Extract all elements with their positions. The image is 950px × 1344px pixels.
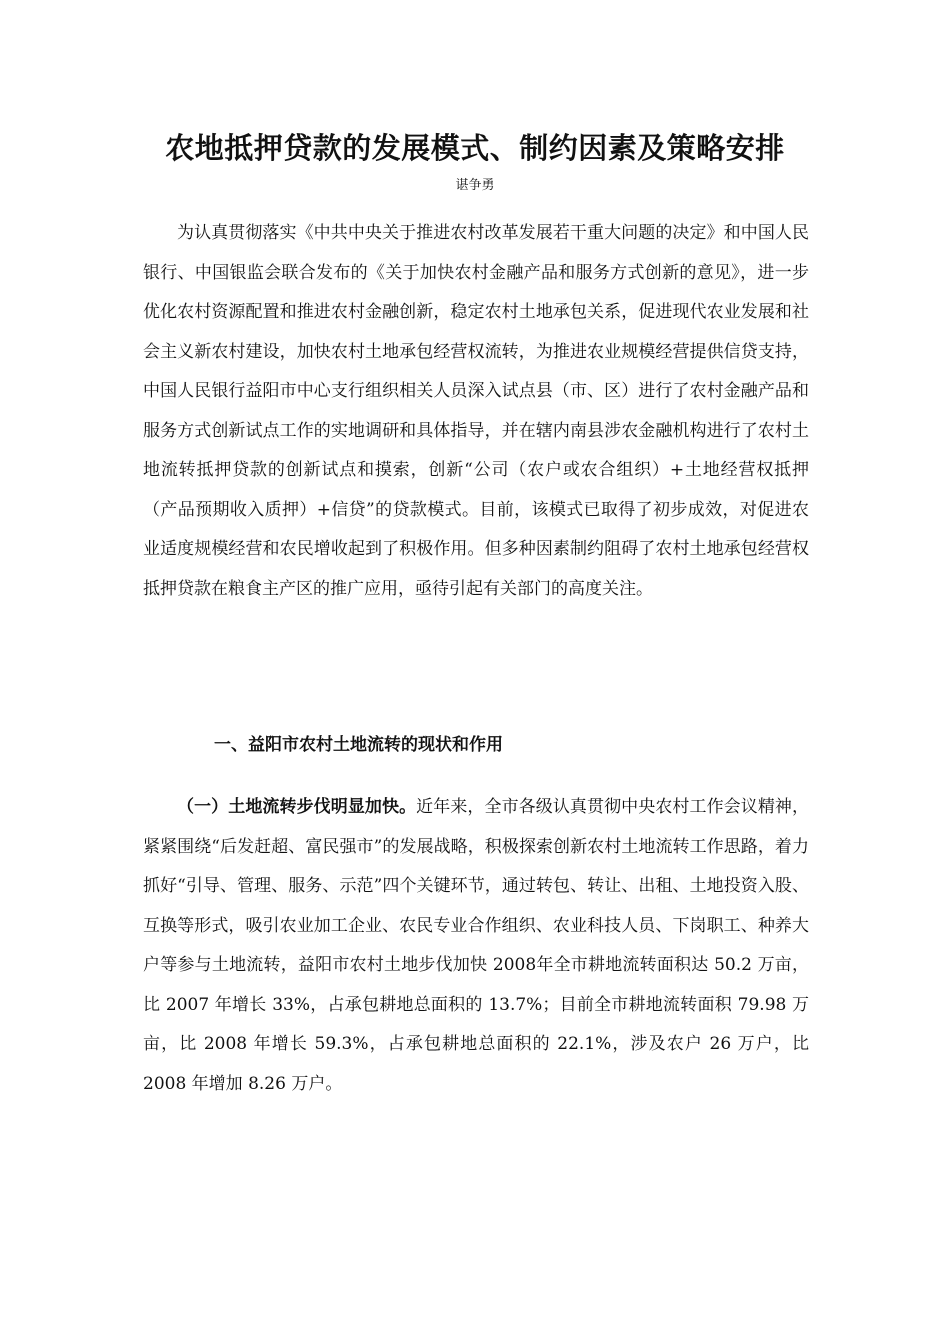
document-author: 谌争勇 xyxy=(455,178,495,193)
subsection-paragraph xyxy=(143,788,809,1104)
section-heading: 一、益阳市农村土地流转的现状和作用 xyxy=(214,735,503,755)
intro-paragraph: 为认真贯彻落实《中共中央关于推进农村改革发展若干重大问题的决定》和中国人民银行、中国银监会联合发布的《关于加快农村金融产品和服务方式创新的意见》，进一步优化农村资源配置和推进农村金融创新，稳定农村土地承包关系，促进现代农业发展和社会主义新农村建设，加快农村土地承包经营权流转，为推进农业规模经营提供信贷支持，中国人民银行益阳市中心支行组织相关人员深入试点县（市、区）进行了农村金融产品和服务方式创新试点工作的实地调研和具体指导，并在辖内南县涉农金融机构进行了农村土地流转抵押贷款的创新试点和摸索，创新“公司（农户或农合组织）+土地经营权抵押（产品预期收入质押）+信贷”的贷款模式。目前，该模式已取得了初步成效，对促进农业适度规模经营和农民增收起到了积极作用。但多种因素制约阻碍了农村土地承包经营权抵押贷款在粮食主产区的推广应用，亟待引起有关部门的高度关注。 xyxy=(143,223,809,599)
document-title: 农地抵押贷款的发展模式、制约因素及策略安排 xyxy=(165,131,785,165)
subsection-body: 近年来，全市各级认真贯彻中央农村工作会议精神，紧紧围绕“后发赶超、富民强市”的发展战略，积极探索创新农村土地流转工作思路，着力抓好“引导、管理、服务、示范”四个关键环节，通过转包、转让、出租、土地投资入股、互换等形式，吸引农业加工企业、农民专业合作组织、农业科技人员、下岗职工、种养大户等参与土地流转，益阳市农村土地步伐加快 2008年全市耕地流转面积达 50.2 万亩，比 2007 年增长 33%，占承包耕地总面积的 13.7%；目前全市耕地流转面积 79.98 万亩，比 2008 年增长 59.3%，占承包耕地总面积的 22.1%，涉及农户 26 万户，比 2008 年增加 8.26 万户。 xyxy=(143,797,810,1094)
subsection-lead: （一）土地流转步伐明显加快。 xyxy=(177,797,417,817)
